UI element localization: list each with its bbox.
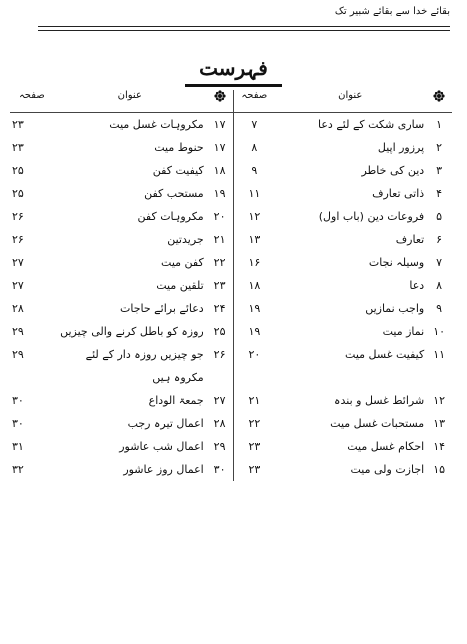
entry-number: ۱ xyxy=(436,118,443,131)
subject-column-header: عنوان xyxy=(274,90,426,113)
entry-title: وسیلہ نجات xyxy=(368,256,425,269)
number-column-header-2 xyxy=(206,90,234,113)
entry-page: ۱۲ xyxy=(234,205,274,228)
entry-page: ۳۰ xyxy=(12,394,24,407)
entry-number: ۱۵ xyxy=(433,463,446,476)
entry-number: ۱۸ xyxy=(213,164,226,177)
entry-title: نماز میت xyxy=(382,325,425,338)
entry-page: ۱۶ xyxy=(234,251,274,274)
table-row xyxy=(10,389,452,412)
entry-number: ۱۹ xyxy=(213,187,226,200)
entry-page: ۳۱ xyxy=(12,440,24,453)
entry-title: دین کی خاطر xyxy=(361,164,425,177)
entry-page: ۲۹ xyxy=(12,325,24,338)
entry-title: احکام غسل میت xyxy=(347,440,425,453)
entry-title: تلقین میت xyxy=(156,279,204,292)
entry-title: جمعۃ الوداع xyxy=(148,394,204,407)
entry-title: ساری شکت کے لئے دعا xyxy=(318,118,425,131)
entry-number: ۷ xyxy=(436,256,443,269)
entry-number: ۱۲ xyxy=(433,394,446,407)
entry-page: ۲۲ xyxy=(234,412,274,435)
entry-title: اعمال روز عاشور xyxy=(123,463,204,476)
running-header: بقائے خدا سے بقائے شبیر تک xyxy=(334,6,450,17)
entry-title: اعمال شب عاشور xyxy=(119,440,204,453)
entry-title: پرزور اپیل xyxy=(377,141,425,154)
entry-title: فروعات دین (باب اول) xyxy=(318,210,425,223)
entry-title: کیفیت غسل میت xyxy=(345,348,425,361)
entry-page: ۱۱ xyxy=(234,182,274,205)
entry-number: ۱۱ xyxy=(433,348,446,361)
entry-title: کفن میت xyxy=(161,256,204,269)
page-column-header-2: صفحہ xyxy=(10,90,54,113)
entry-page: ۲۷ xyxy=(12,256,24,269)
entry-number: ۱۷ xyxy=(213,118,226,131)
entry-title: اجازت ولی میت xyxy=(350,463,425,476)
page-title: فہرست xyxy=(185,56,282,87)
entry-page: ۱۹ xyxy=(234,320,274,343)
entry-number: ۹ xyxy=(436,302,443,315)
entry-page: ۲۳ xyxy=(234,435,274,458)
header-rule-inner xyxy=(38,30,450,31)
entry-number: ۱۳ xyxy=(433,417,446,430)
table-row xyxy=(10,136,452,159)
entry-title: اعمال تیرہ رجب xyxy=(127,417,204,430)
entry-title: مستحبات غسل میت xyxy=(330,417,425,430)
entry-number: ۱۰ xyxy=(433,325,446,338)
table-row xyxy=(10,320,452,343)
table-row xyxy=(10,251,452,274)
entry-number: ۲۳ xyxy=(213,279,226,292)
entry-number: ۲۸ xyxy=(213,417,226,430)
entry-title: جو چیزیں روزہ دار کے لئے مکروہ ہیں xyxy=(85,348,204,384)
number-column-header xyxy=(426,90,452,113)
entry-page: ۲۶ xyxy=(12,233,24,246)
flower-ornament-icon xyxy=(214,90,226,102)
entry-title: دعا xyxy=(409,279,425,292)
entry-number: ۱۴ xyxy=(433,440,446,453)
entry-number: ۲۹ xyxy=(213,440,226,453)
entry-page: ۳۲ xyxy=(12,463,24,476)
entry-number: ۱۷ xyxy=(213,141,226,154)
entry-page: ۲۰ xyxy=(234,343,274,389)
table-row xyxy=(10,228,452,251)
entry-number: ۵ xyxy=(436,210,443,223)
table-row xyxy=(10,113,452,137)
table-row xyxy=(10,159,452,182)
entry-page: ۱۹ xyxy=(234,297,274,320)
entry-number: ۲۶ xyxy=(213,348,226,361)
table-row xyxy=(10,343,452,389)
entry-page: ۲۸ xyxy=(12,302,24,315)
page-column-header: صفحہ xyxy=(234,90,274,113)
flower-ornament-icon xyxy=(433,90,445,102)
table-row xyxy=(10,205,452,228)
entry-title: حنوط میت xyxy=(154,141,204,154)
entry-title: تعارف xyxy=(395,233,425,246)
entry-number: ۲۰ xyxy=(213,210,226,223)
entry-page: ۲۹ xyxy=(12,348,24,361)
contents-table xyxy=(10,90,452,481)
entry-page: ۲۳ xyxy=(12,141,24,154)
table-row xyxy=(10,412,452,435)
entry-title: روزہ کو باطل کرنے والی چیزیں xyxy=(60,325,204,338)
entry-number: ۳ xyxy=(436,164,443,177)
subject-column-header-2: عنوان xyxy=(54,90,206,113)
entry-page: ۲۶ xyxy=(12,210,24,223)
entry-page: ۲۳ xyxy=(12,118,24,131)
entry-number: ۶ xyxy=(436,233,443,246)
table-row xyxy=(10,458,452,481)
entry-page: ۲۵ xyxy=(12,187,24,200)
entry-page: ۷ xyxy=(234,113,274,137)
entry-page: ۲۳ xyxy=(234,458,274,481)
entry-page: ۱۸ xyxy=(234,274,274,297)
table-header-row xyxy=(10,90,452,113)
entry-title: کیفیت کفن xyxy=(152,164,204,177)
entry-title: ذاتی تعارف xyxy=(372,187,425,200)
entry-number: ۲۵ xyxy=(213,325,226,338)
entry-number: ۲۴ xyxy=(213,302,226,315)
entry-title: مکروہات کفن xyxy=(137,210,204,223)
table-row xyxy=(10,182,452,205)
table-row xyxy=(10,435,452,458)
table-row xyxy=(10,274,452,297)
entry-page: ۲۵ xyxy=(12,164,24,177)
entry-number: ۳۰ xyxy=(213,463,226,476)
entry-number: ۴ xyxy=(436,187,443,200)
entry-number: ۲ xyxy=(436,141,443,154)
entry-page: ۱۳ xyxy=(234,228,274,251)
entry-page: ۲۱ xyxy=(234,389,274,412)
entry-number: ۲۷ xyxy=(213,394,226,407)
entry-title: واجب نمازیں xyxy=(365,302,425,315)
entry-page: ۳۰ xyxy=(12,417,24,430)
header-rule xyxy=(38,26,450,27)
entry-title: مستحب کفن xyxy=(144,187,204,200)
entry-title: دعائے برائے حاجات xyxy=(120,302,204,315)
entry-page: ۲۷ xyxy=(12,279,24,292)
title-block xyxy=(0,56,467,87)
entry-number: ۲۲ xyxy=(213,256,226,269)
entry-number: ۲۱ xyxy=(213,233,226,246)
entry-title: شرائط غسل و بندہ xyxy=(334,394,425,407)
entry-page: ۹ xyxy=(234,159,274,182)
table-row xyxy=(10,297,452,320)
entry-number: ۸ xyxy=(436,279,443,292)
entry-title: مکروہات غسل میت xyxy=(109,118,204,131)
entry-title: جریدتین xyxy=(167,233,204,246)
entry-page: ۸ xyxy=(234,136,274,159)
